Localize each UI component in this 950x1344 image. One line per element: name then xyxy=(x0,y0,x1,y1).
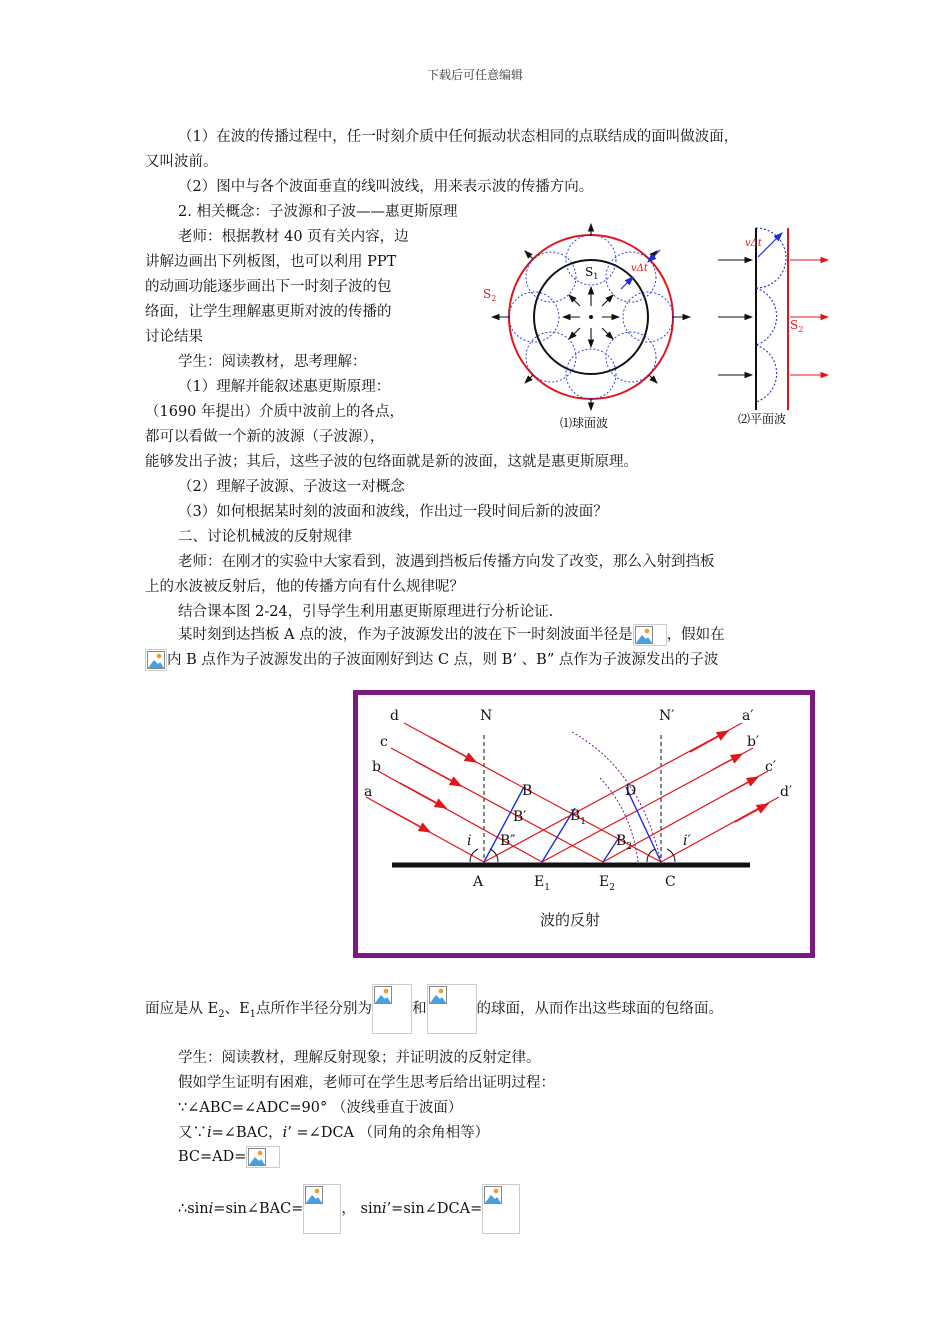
formula-image xyxy=(145,649,167,671)
paragraph: 又叫波前。 xyxy=(145,154,218,170)
ray-label-d: d xyxy=(390,708,399,724)
paragraph: 讲解边画出下列板图，也可以利用 PPT xyxy=(145,254,397,270)
caption-plane: ⑵平面波 xyxy=(738,412,787,426)
paragraph: （1）在波的传播过程中，任一时刻介质中任何振动状态相同的点联结成的面叫做波面， xyxy=(178,129,739,145)
ray-label-c: c xyxy=(380,734,388,750)
formula-image xyxy=(633,624,667,646)
ray-label-a: a xyxy=(364,784,373,800)
vdt-label: vΔt xyxy=(745,238,762,249)
proof-line: BC=AD= xyxy=(178,1146,280,1168)
paragraph: 老师：在刚才的实验中大家看到，波遇到挡板后传播方向发了改变，那么入射到挡板 xyxy=(178,554,715,570)
paragraph: 结合课本图 2-24，引导学生利用惠更斯原理进行分析论证. xyxy=(178,604,554,620)
image-placeholder-icon xyxy=(429,986,447,1004)
proof-line: ∴sini=sin∠BAC= ， sini’=sin∠DCA= xyxy=(178,1184,520,1234)
paragraph: 内 B 点作为子波源发出的子波面刚好到达 C 点，则 B’ 、B” 点作为子波源发出的子波 xyxy=(145,649,718,671)
s2-label: $S_2$ xyxy=(790,318,804,334)
image-placeholder-icon xyxy=(635,626,653,644)
paragraph: 能够发出子波；其后，这些子波的包络面就是新的波面，这就是惠更斯原理。 xyxy=(145,454,638,470)
paragraph: 络面，让学生理解惠更斯对波的传播的 xyxy=(145,304,392,320)
formula-image xyxy=(482,1184,520,1234)
paragraph: 某时刻到达挡板 A 点的波，作为子波源发出的波在下一时刻波面半径是 ，假如在 xyxy=(178,624,725,646)
paragraph: 面应是从 $E_2$、$E_1$点所作半径分别为 和 的球面，从而作出这些球面的包络面。 xyxy=(145,984,723,1034)
point-label-B-prime: B′ xyxy=(513,809,527,825)
paragraph: 讨论结果 xyxy=(145,329,203,345)
huygens-wave-figure xyxy=(476,218,836,438)
paragraph: （1690 年提出）介质中波前上的各点， xyxy=(145,404,405,420)
image-placeholder-icon xyxy=(305,1186,323,1204)
paragraph: （2）图中与各个波面垂直的线叫波线，用来表示波的传播方向。 xyxy=(178,179,594,195)
angle-label-i-prime: i′ xyxy=(683,833,691,849)
image-placeholder-icon xyxy=(484,1186,502,1204)
s1-label: $S_1$ xyxy=(585,265,599,281)
proof-line: ∵∠ABC=∠ADC=90° （波线垂直于波面） xyxy=(178,1100,463,1116)
paragraph: （3）如何根据某时刻的波面和波线，作出过一段时间后新的波面？ xyxy=(178,504,608,520)
ray-label-c-prime: c′ xyxy=(765,759,777,775)
paragraph: 的动画功能逐步画出下一时刻子波的包 xyxy=(145,279,392,295)
normal-label-N-prime: N′ xyxy=(659,708,675,724)
normal-label-N: N xyxy=(480,708,493,724)
ray-label-b: b xyxy=(372,759,381,775)
image-placeholder-icon xyxy=(147,651,165,669)
page-header: 下载后可任意编辑 xyxy=(426,68,523,82)
paragraph: 假如学生证明有困难，老师可在学生思考后给出证明过程： xyxy=(178,1075,555,1091)
ray-label-b-prime: b′ xyxy=(747,734,760,750)
image-placeholder-icon xyxy=(374,986,392,1004)
paragraph: 上的水波被反射后，他的传播方向有什么规律呢？ xyxy=(145,579,464,595)
paragraph: 学生：阅读教材，理解反射现象；并证明波的反射定律。 xyxy=(178,1050,541,1066)
figure-caption: 波的反射 xyxy=(540,911,601,929)
point-label-B-double-prime: B″ xyxy=(500,833,516,849)
point-label-B1: $B_1$ xyxy=(570,808,587,827)
proof-line: 又∵i=∠BAC，i’ =∠DCA （同角的余角相等） xyxy=(178,1125,490,1141)
point-label-E1: $E_1$ xyxy=(534,874,550,893)
formula-image xyxy=(372,984,412,1034)
formula-image xyxy=(427,984,477,1034)
point-label-C: C xyxy=(665,874,676,890)
s2-label: $S_2$ xyxy=(483,287,497,303)
section-heading: 二、讨论机械波的反射规律 xyxy=(178,529,352,545)
angle-label-i: i xyxy=(467,833,472,849)
formula-image xyxy=(246,1146,280,1168)
reflection-figure xyxy=(358,695,800,943)
point-label-D: D xyxy=(625,783,637,799)
point-label-B2: $B_2$ xyxy=(616,833,633,852)
paragraph: （1）理解并能叙述惠更斯原理： xyxy=(178,379,391,395)
section-heading: 2. 相关概念：子波源和子波——惠更斯原理 xyxy=(178,204,458,220)
ray-label-a-prime: a′ xyxy=(742,708,754,724)
paragraph: 都可以看做一个新的波源（子波源）， xyxy=(145,429,385,445)
paragraph: （2）理解子波源、子波这一对概念 xyxy=(178,479,405,495)
point-label-E2: $E_2$ xyxy=(599,874,615,893)
paragraph: 学生：阅读教材，思考理解： xyxy=(178,354,367,370)
point-label-A: A xyxy=(473,874,484,890)
ray-label-d-prime: d′ xyxy=(780,784,793,800)
paragraph: 老师：根据教材 40 页有关内容，边 xyxy=(178,229,409,245)
point-label-B: B xyxy=(522,783,533,799)
image-placeholder-icon xyxy=(248,1148,266,1166)
caption-spherical: ⑴球面波 xyxy=(560,416,609,430)
vdt-label: vΔt xyxy=(631,263,648,274)
formula-image xyxy=(303,1184,341,1234)
